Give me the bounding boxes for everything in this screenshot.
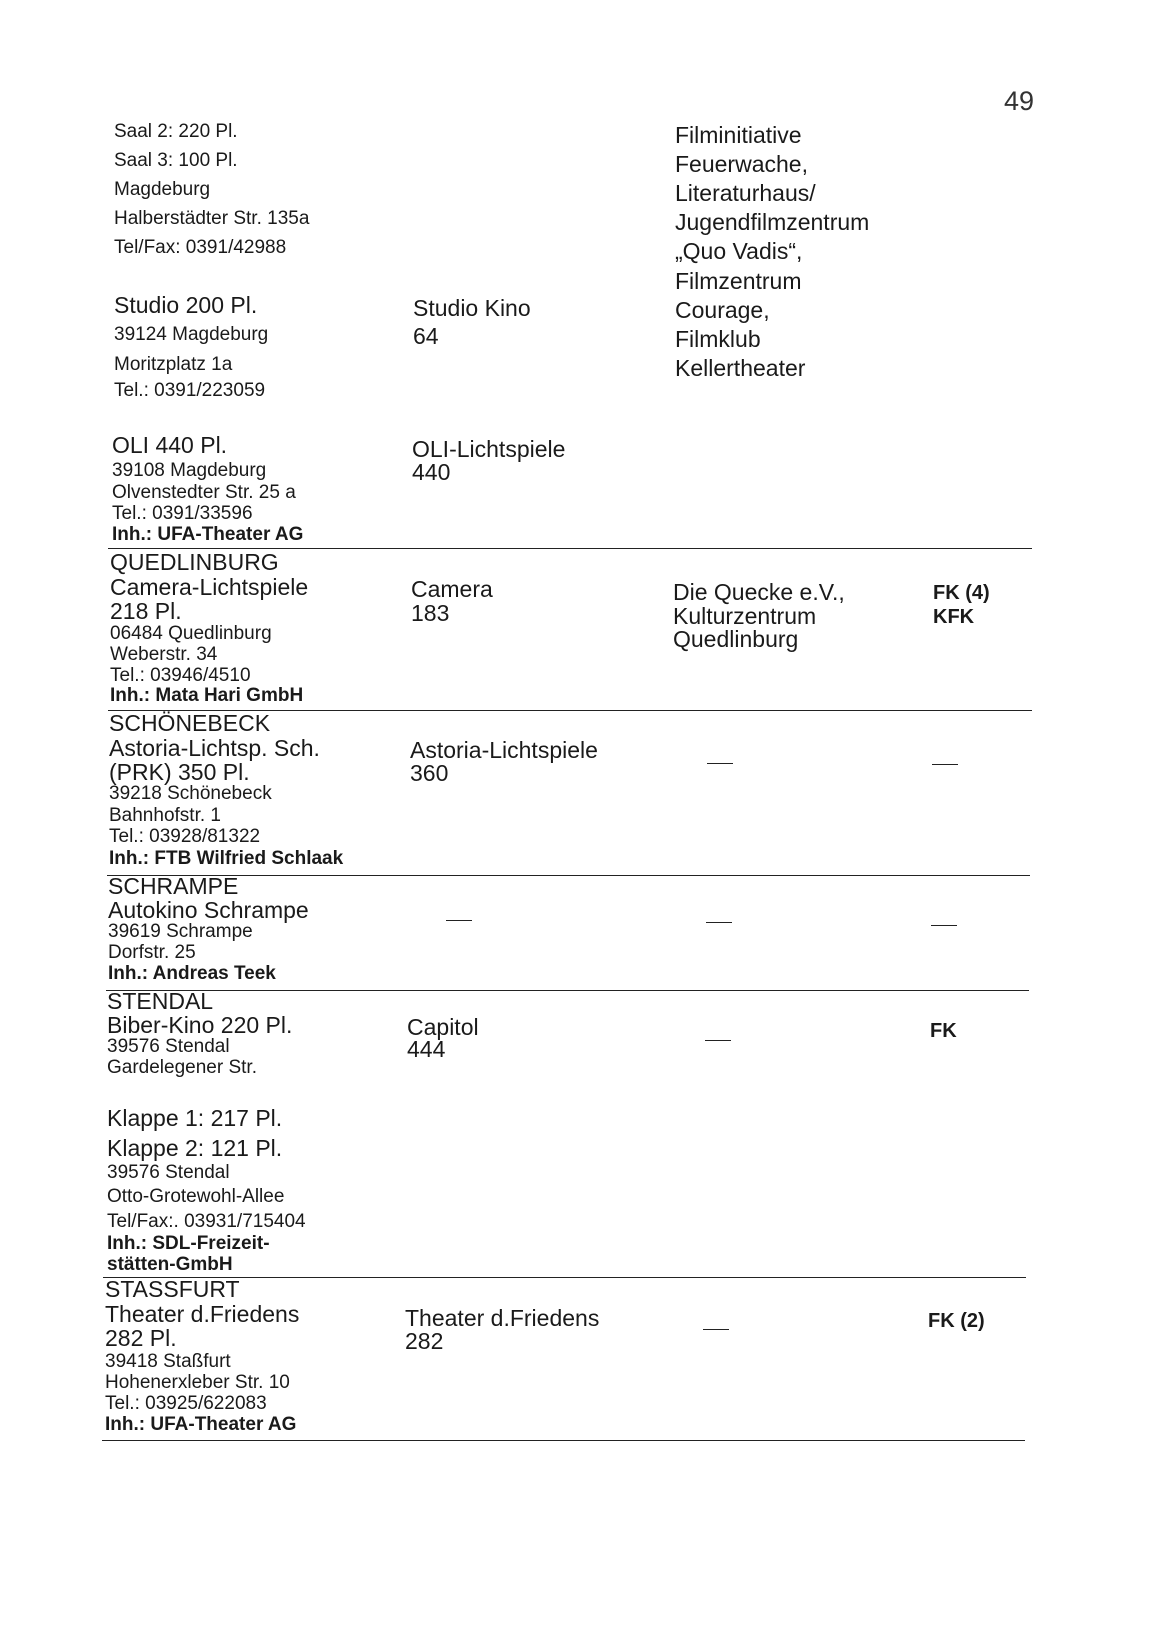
venue-seats: 360 — [410, 760, 449, 786]
town-heading: QUEDLINBURG — [110, 549, 279, 575]
empty-dash — [707, 763, 733, 764]
town-heading: STASSFURT — [105, 1276, 240, 1302]
venue-name: OLI-Lichtspiele — [412, 436, 566, 462]
cinema-name: Autokino Schrampe — [108, 897, 309, 923]
section-divider — [103, 1277, 1026, 1278]
venue-seats: 64 — [413, 323, 439, 349]
cinema-name: Astoria-Lichtsp. Sch. — [109, 735, 320, 761]
initiative-line: Jugendfilmzentrum — [675, 209, 870, 235]
cinema-owner: Inh.: Mata Hari GmbH — [110, 685, 304, 706]
venue-name: Astoria-Lichtspiele — [410, 737, 598, 763]
cinema-city: 39576 Stendal — [107, 1162, 230, 1183]
cinema-city: 39218 Schönebeck — [109, 783, 272, 804]
empty-dash — [703, 1329, 729, 1330]
town-heading: SCHÖNEBECK — [109, 710, 271, 736]
venue-seats: 183 — [411, 600, 450, 626]
cinema-street: Moritzplatz 1a — [114, 354, 233, 375]
cinema-name: OLI 440 Pl. — [112, 432, 228, 458]
initiative-line: Feuerwache, — [675, 151, 808, 177]
empty-dash — [932, 764, 958, 765]
page-number: 49 — [1004, 86, 1035, 116]
cinema-name: Studio 200 Pl. — [114, 292, 258, 318]
venue-name: Capitol — [407, 1014, 479, 1040]
section-divider — [102, 1440, 1025, 1441]
cinema-phone: Tel.: 03925/622083 — [105, 1393, 267, 1414]
cinema-seats: (PRK) 350 Pl. — [109, 759, 250, 785]
venue-name: Camera — [411, 576, 493, 602]
saal3-text: Saal 3: 100 Pl. — [114, 150, 238, 171]
saal2-text: Saal 2: 220 Pl. — [114, 121, 238, 142]
cinema-owner: Inh.: SDL-Freizeit- — [107, 1233, 270, 1254]
town-heading: SCHRAMPE — [108, 873, 239, 899]
cinema-street: Otto-Grotewohl-Allee — [107, 1186, 285, 1207]
cinema-owner: Inh.: Andreas Teek — [108, 963, 276, 984]
initiative-line: „Quo Vadis“, — [675, 238, 803, 264]
cinema-city: 39108 Magdeburg — [112, 460, 267, 481]
cinema-phone: Tel.: 03946/4510 — [110, 665, 251, 686]
empty-dash — [931, 925, 957, 926]
initiative-line: Quedlinburg — [673, 626, 799, 652]
code-label: FK — [930, 1020, 957, 1042]
cinema-owner: Inh.: UFA-Theater AG — [112, 524, 304, 545]
cinema-city: 39418 Staßfurt — [105, 1351, 231, 1372]
phone-text: Tel/Fax: 0391/42988 — [114, 237, 287, 258]
cinema-owner: Inh.: UFA-Theater AG — [105, 1414, 297, 1435]
venue-seats: 282 — [405, 1328, 444, 1354]
cinema-name: Theater d.Friedens — [105, 1301, 300, 1327]
code-label: FK (2) — [928, 1310, 985, 1332]
section-divider — [106, 990, 1029, 991]
cinema-street: Hohenerxleber Str. 10 — [105, 1372, 290, 1393]
cinema-street: Bahnhofstr. 1 — [109, 805, 221, 826]
cinema-city: 39576 Stendal — [107, 1036, 230, 1057]
city-text: Magdeburg — [114, 179, 211, 200]
cinema-street: Dorfstr. 25 — [108, 942, 196, 963]
initiative-line: Die Quecke e.V., — [673, 579, 845, 605]
street-text: Halberstädter Str. 135a — [114, 208, 310, 229]
cinema-phone: Tel.: 0391/33596 — [112, 503, 253, 524]
initiative-line: Kulturzentrum — [673, 603, 817, 629]
code-label: KFK — [933, 606, 975, 628]
cinema-street: Olvenstedter Str. 25 a — [112, 482, 296, 503]
cinema-city: 39124 Magdeburg — [114, 324, 269, 345]
cinema-name: Biber-Kino 220 Pl. — [107, 1012, 293, 1038]
cinema-street: Weberstr. 34 — [110, 644, 218, 665]
empty-dash — [705, 1040, 731, 1041]
town-heading: STENDAL — [107, 988, 214, 1014]
cinema-phone: Tel.: 0391/223059 — [114, 380, 266, 401]
cinema-phone: Tel/Fax:. 03931/715404 — [107, 1211, 306, 1232]
empty-dash — [706, 922, 732, 923]
cinema-owner: stätten-GmbH — [107, 1254, 233, 1275]
cinema-name: Camera-Lichtspiele — [110, 574, 309, 600]
initiative-line: Kellertheater — [675, 355, 806, 381]
venue-seats: 440 — [412, 459, 451, 485]
cinema-city: 39619 Schrampe — [108, 921, 253, 942]
cinema-hall: Klappe 1: 217 Pl. — [107, 1105, 283, 1131]
initiative-line: Filmklub — [675, 326, 761, 352]
cinema-phone: Tel.: 03928/81322 — [109, 826, 261, 847]
cinema-seats: 282 Pl. — [105, 1325, 177, 1351]
cinema-hall: Klappe 2: 121 Pl. — [107, 1135, 283, 1161]
cinema-street: Gardelegener Str. — [107, 1057, 257, 1078]
code-label: FK (4) — [933, 582, 990, 604]
section-divider — [107, 875, 1030, 876]
cinema-city: 06484 Quedlinburg — [110, 623, 272, 644]
initiative-line: Filmzentrum — [675, 268, 802, 294]
venue-seats: 444 — [407, 1036, 446, 1062]
initiative-line: Courage, — [675, 297, 770, 323]
cinema-owner: Inh.: FTB Wilfried Schlaak — [109, 848, 344, 869]
venue-name: Theater d.Friedens — [405, 1305, 600, 1331]
cinema-seats: 218 Pl. — [110, 598, 182, 624]
initiative-line: Literaturhaus/ — [675, 180, 816, 206]
initiative-line: Filminitiative — [675, 122, 802, 148]
empty-dash — [446, 920, 472, 921]
venue-name: Studio Kino — [413, 295, 531, 321]
